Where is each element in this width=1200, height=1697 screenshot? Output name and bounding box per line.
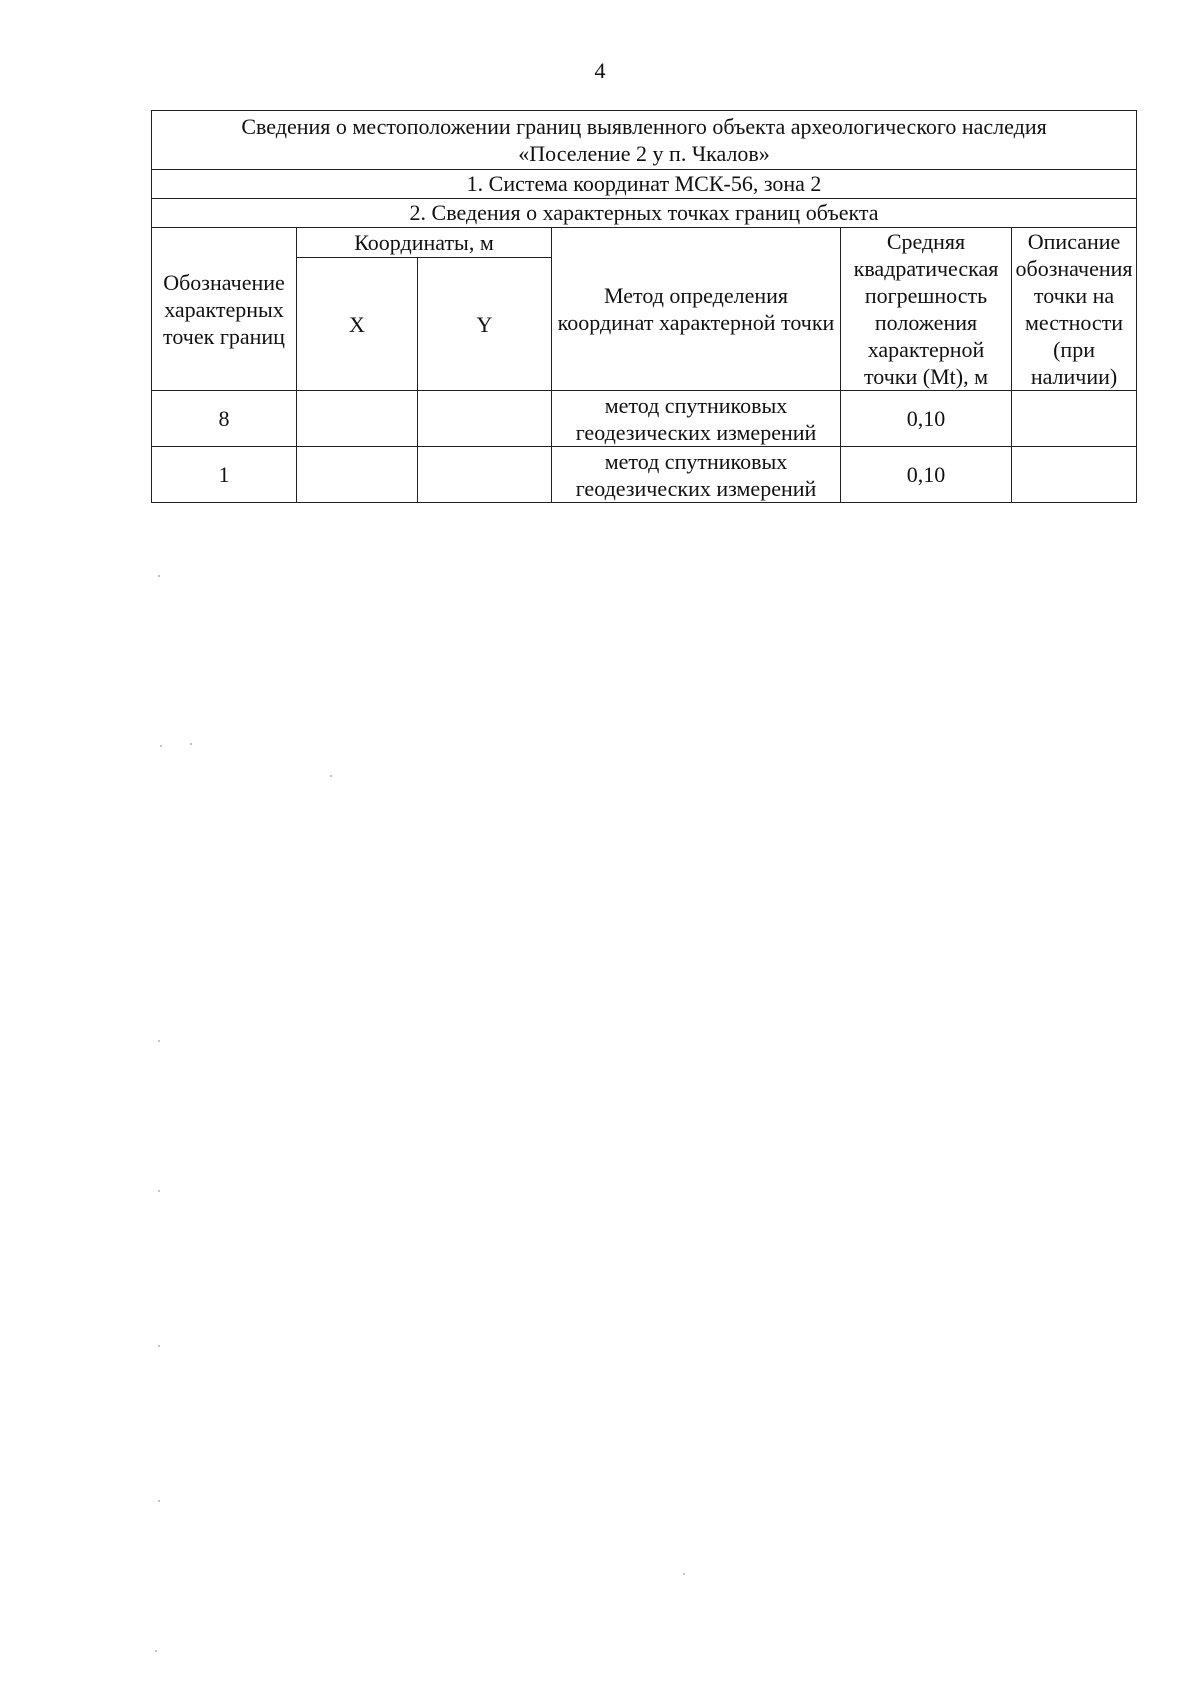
scan-speck <box>158 575 160 577</box>
scan-speck <box>330 775 332 777</box>
cell-y <box>418 447 552 503</box>
header-accuracy: Средняя квадратическая погрешность положения характерной точки (Mt), м <box>841 228 1012 391</box>
cell-description <box>1012 447 1137 503</box>
header-y: Y <box>418 258 552 391</box>
table-heading-line1: Сведения о местоположении границ выявленного объекта археологического наследия <box>241 114 1047 139</box>
table-heading-row <box>152 111 1137 170</box>
cell-x <box>297 447 418 503</box>
column-header-row <box>152 228 1137 258</box>
coordinate-system-line: 1. Система координат МСК-56, зона 2 <box>152 170 1137 199</box>
scan-speck <box>158 1040 160 1042</box>
cell-method: метод спутниковых геодезических измерений <box>552 391 841 447</box>
header-description: Описание обозначения точки на местности (при наличии) <box>1012 228 1137 391</box>
page-number: 4 <box>594 58 606 83</box>
cell-point: 1 <box>152 447 297 503</box>
scan-speck <box>158 1345 160 1347</box>
boundary-points-line: 2. Сведения о характерных точках границ объекта <box>152 199 1137 228</box>
scan-speck <box>683 1573 685 1575</box>
header-x: X <box>297 258 418 391</box>
table-heading <box>152 111 1137 170</box>
cell-y <box>418 391 552 447</box>
scan-speck <box>158 1500 160 1502</box>
scan-speck <box>155 1650 157 1652</box>
header-method: Метод определения координат характерной точки <box>552 228 841 391</box>
scan-speck <box>158 1190 160 1192</box>
section-row <box>152 199 1137 228</box>
cell-point: 8 <box>152 391 297 447</box>
table-row <box>152 391 1137 447</box>
cell-x <box>297 391 418 447</box>
boundary-coordinates-table <box>151 110 1137 503</box>
header-coordinates: Координаты, м <box>297 228 552 258</box>
cell-accuracy: 0,10 <box>841 391 1012 447</box>
cell-method: метод спутниковых геодезических измерений <box>552 447 841 503</box>
scan-speck <box>190 743 192 745</box>
table-heading-line2: «Поселение 2 у п. Чкалов» <box>518 141 770 166</box>
header-point-designation: Обозначение характерных точек границ <box>152 228 297 391</box>
cell-description <box>1012 391 1137 447</box>
cell-accuracy: 0,10 <box>841 447 1012 503</box>
section-row <box>152 170 1137 199</box>
table-row <box>152 447 1137 503</box>
scan-speck <box>160 745 162 747</box>
